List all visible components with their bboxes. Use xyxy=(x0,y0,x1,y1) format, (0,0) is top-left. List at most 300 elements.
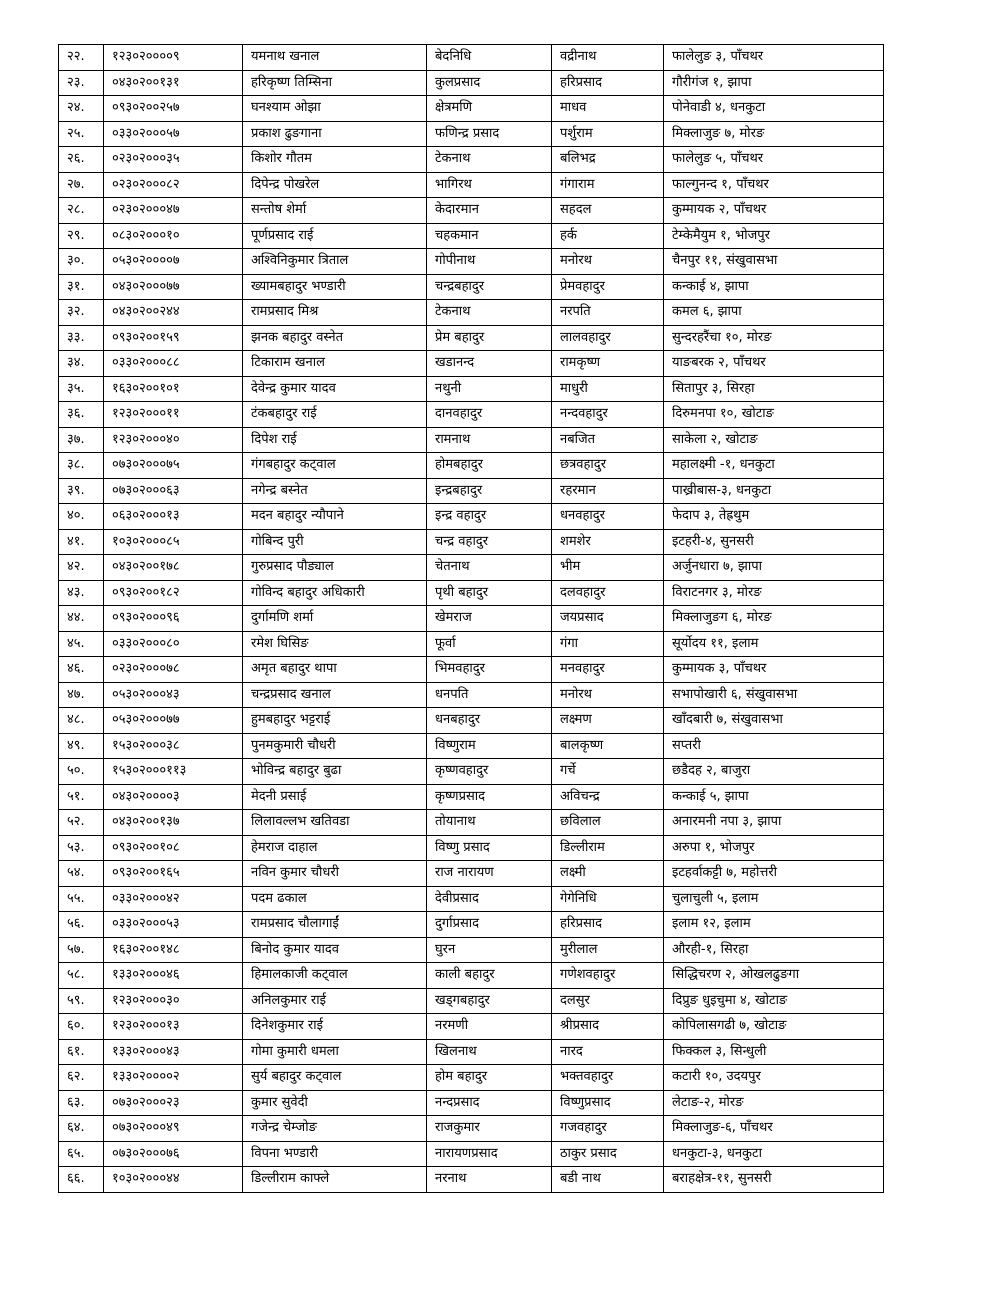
father-name-cell: चन्द्रबहादुर xyxy=(427,274,552,300)
serial-number-cell: ३१. xyxy=(59,274,104,300)
name-cell: किशोर गौतम xyxy=(243,147,427,173)
table-row xyxy=(59,172,884,198)
name-cell: भोविन्द्र बहादुर बुढा xyxy=(243,759,427,785)
registration-number-cell: ०४३०२००२४४ xyxy=(104,300,243,326)
serial-number-cell: ४५. xyxy=(59,631,104,657)
registration-number-cell: ०८३०२०००१० xyxy=(104,223,243,249)
grandfather-name-cell: रामकृष्ण xyxy=(552,351,664,377)
address-cell: पोनेवाडी ४, धनकुटा xyxy=(664,96,884,122)
father-name-cell: नन्दप्रसाद xyxy=(427,1090,552,1116)
father-name-cell: धनबहादुर xyxy=(427,708,552,734)
father-name-cell: काली बहादुर xyxy=(427,963,552,989)
name-cell: रामप्रसाद मिश्र xyxy=(243,300,427,326)
father-name-cell: दुर्गाप्रसाद xyxy=(427,912,552,938)
father-name-cell: टेकनाथ xyxy=(427,300,552,326)
registration-number-cell: ०३३०२०००५३ xyxy=(104,912,243,938)
grandfather-name-cell: लालवहादुर xyxy=(552,325,664,351)
grandfather-name-cell: बडी नाथ xyxy=(552,1167,664,1193)
serial-number-cell: २८. xyxy=(59,198,104,224)
grandfather-name-cell: मुरीलाल xyxy=(552,937,664,963)
name-cell: गुरुप्रसाद पौड्याल xyxy=(243,555,427,581)
name-cell: पदम ढकाल xyxy=(243,886,427,912)
address-cell: अर्जुनधारा ७, झापा xyxy=(664,555,884,581)
father-name-cell: क्षेत्रमणि xyxy=(427,96,552,122)
serial-number-cell: ६६. xyxy=(59,1167,104,1193)
serial-number-cell: २९. xyxy=(59,223,104,249)
address-cell: औरही-१, सिरहा xyxy=(664,937,884,963)
grandfather-name-cell: माधव xyxy=(552,96,664,122)
serial-number-cell: ६५. xyxy=(59,1141,104,1167)
grandfather-name-cell: पर्शुराम xyxy=(552,121,664,147)
table-row xyxy=(59,861,884,887)
registration-number-cell: ०७३०२०००७६ xyxy=(104,1141,243,1167)
address-cell: पाख्रीबास-३, धनकुटा xyxy=(664,478,884,504)
grandfather-name-cell: लक्ष्मण xyxy=(552,708,664,734)
father-name-cell: पृथी बहादुर xyxy=(427,580,552,606)
grandfather-name-cell: शमशेर xyxy=(552,529,664,555)
registration-number-cell: १०३०२०००८५ xyxy=(104,529,243,555)
registration-number-cell: ०५३०२००००७ xyxy=(104,249,243,275)
grandfather-name-cell: नारद xyxy=(552,1039,664,1065)
name-cell: दिपेन्द्र पोखरेल xyxy=(243,172,427,198)
address-cell: मिक्लाजुङग ६, मोरङ xyxy=(664,606,884,632)
father-name-cell: दानवहादुर xyxy=(427,402,552,428)
table-row xyxy=(59,376,884,402)
grandfather-name-cell: गंगाराम xyxy=(552,172,664,198)
name-cell: देवेन्द्र कुमार यादव xyxy=(243,376,427,402)
name-cell: गोमा कुमारी धमला xyxy=(243,1039,427,1065)
grandfather-name-cell: लक्ष्मी xyxy=(552,861,664,887)
name-cell: हेमराज दाहाल xyxy=(243,835,427,861)
father-name-cell: देवीप्रसाद xyxy=(427,886,552,912)
address-cell: इटहरी-४, सुनसरी xyxy=(664,529,884,555)
name-cell: मेदनी प्रसाई xyxy=(243,784,427,810)
registration-number-cell: ०२३०२०००३५ xyxy=(104,147,243,173)
serial-number-cell: ५७. xyxy=(59,937,104,963)
address-cell: बराहक्षेत्र-११, सुनसरी xyxy=(664,1167,884,1193)
registration-number-cell: ०४३०२००१३१ xyxy=(104,70,243,96)
address-cell: सूर्योदय ११, इलाम xyxy=(664,631,884,657)
registration-number-cell: १२३०२००००९ xyxy=(104,45,243,71)
registration-number-cell: ०३३०२०००८८ xyxy=(104,351,243,377)
name-cell: अश्विनिकुमार त्रिताल xyxy=(243,249,427,275)
table-row xyxy=(59,631,884,657)
grandfather-name-cell: डिल्लीराम xyxy=(552,835,664,861)
table-row xyxy=(59,963,884,989)
registration-number-cell: ०३३०२०००५७ xyxy=(104,121,243,147)
serial-number-cell: २२. xyxy=(59,45,104,71)
registration-number-cell: ०३३०२०००८० xyxy=(104,631,243,657)
grandfather-name-cell: अविचन्द्र xyxy=(552,784,664,810)
table-row xyxy=(59,835,884,861)
serial-number-cell: ४९. xyxy=(59,733,104,759)
serial-number-cell: ४२. xyxy=(59,555,104,581)
serial-number-cell: ६०. xyxy=(59,1014,104,1040)
serial-number-cell: ६२. xyxy=(59,1065,104,1091)
address-cell: याङबरक २, पाँचथर xyxy=(664,351,884,377)
address-cell: कन्काई ४, झापा xyxy=(664,274,884,300)
grandfather-name-cell: ठाकुर प्रसाद xyxy=(552,1141,664,1167)
registration-number-cell: १३३०२००००२ xyxy=(104,1065,243,1091)
grandfather-name-cell: मनोरथ xyxy=(552,682,664,708)
registration-number-cell: १२३०२०००१३ xyxy=(104,1014,243,1040)
registration-number-cell: ०३३०२०००४२ xyxy=(104,886,243,912)
serial-number-cell: ५४. xyxy=(59,861,104,887)
table-row xyxy=(59,988,884,1014)
grandfather-name-cell: गणेशवहादुर xyxy=(552,963,664,989)
name-cell: अमृत बहादुर थापा xyxy=(243,657,427,683)
father-name-cell: भिमवहादुर xyxy=(427,657,552,683)
table-row xyxy=(59,1141,884,1167)
father-name-cell: विष्णु प्रसाद xyxy=(427,835,552,861)
table-row xyxy=(59,96,884,122)
serial-number-cell: ५६. xyxy=(59,912,104,938)
grandfather-name-cell: हरिप्रसाद xyxy=(552,70,664,96)
serial-number-cell: ४७. xyxy=(59,682,104,708)
father-name-cell: होमबहादुर xyxy=(427,453,552,479)
name-cell: कुमार सुवेदी xyxy=(243,1090,427,1116)
registration-number-cell: १२३०२०००११ xyxy=(104,402,243,428)
serial-number-cell: ४८. xyxy=(59,708,104,734)
registration-number-cell: १२३०२०००४० xyxy=(104,427,243,453)
serial-number-cell: ५०. xyxy=(59,759,104,785)
address-cell: कुम्मायक ३, पाँचथर xyxy=(664,657,884,683)
registration-number-cell: ०२३०२०००७८ xyxy=(104,657,243,683)
address-cell: टेम्केमैयुम १, भोजपुर xyxy=(664,223,884,249)
father-name-cell: इन्द्र वहादुर xyxy=(427,504,552,530)
name-cell: बिनोद कुमार यादव xyxy=(243,937,427,963)
table-row xyxy=(59,274,884,300)
table-row xyxy=(59,70,884,96)
table-row xyxy=(59,1116,884,1142)
table-row xyxy=(59,657,884,683)
serial-number-cell: ४१. xyxy=(59,529,104,555)
grandfather-name-cell: हरिप्रसाद xyxy=(552,912,664,938)
address-cell: फालेलुङ ५, पाँचथर xyxy=(664,147,884,173)
father-name-cell: इन्द्रबहादुर xyxy=(427,478,552,504)
father-name-cell: गोपीनाथ xyxy=(427,249,552,275)
serial-number-cell: ४४. xyxy=(59,606,104,632)
table-row xyxy=(59,300,884,326)
grandfather-name-cell: नबजित xyxy=(552,427,664,453)
table-row xyxy=(59,1065,884,1091)
name-cell: नगेन्द्र बस्नेत xyxy=(243,478,427,504)
address-cell: इटहर्वाकट्टी ७, महोत्तरी xyxy=(664,861,884,887)
grandfather-name-cell: माधुरी xyxy=(552,376,664,402)
address-cell: गौरीगंज १, झापा xyxy=(664,70,884,96)
registration-number-cell: ०९३०२००१५९ xyxy=(104,325,243,351)
grandfather-name-cell: गर्चे xyxy=(552,759,664,785)
address-cell: कुम्मायक २, पाँचथर xyxy=(664,198,884,224)
address-cell: छडैदह २, बाजुरा xyxy=(664,759,884,785)
table-row xyxy=(59,733,884,759)
address-cell: दिप्रुङ धुइचुमा ४, खोटाङ xyxy=(664,988,884,1014)
father-name-cell: धनपति xyxy=(427,682,552,708)
table-row xyxy=(59,351,884,377)
address-cell: लेटाङ-२, मोरङ xyxy=(664,1090,884,1116)
registration-number-cell: १३३०२०००४६ xyxy=(104,963,243,989)
serial-number-cell: ५३. xyxy=(59,835,104,861)
table-row xyxy=(59,708,884,734)
grandfather-name-cell: नरपति xyxy=(552,300,664,326)
serial-number-cell: ३७. xyxy=(59,427,104,453)
table-row xyxy=(59,555,884,581)
serial-number-cell: ३८. xyxy=(59,453,104,479)
serial-number-cell: २६. xyxy=(59,147,104,173)
address-cell: सितापुर ३, सिरहा xyxy=(664,376,884,402)
grandfather-name-cell: सहदल xyxy=(552,198,664,224)
address-cell: फालेलुङ ३, पाँचथर xyxy=(664,45,884,71)
registration-number-cell: १६३०२००१४८ xyxy=(104,937,243,963)
table-body xyxy=(59,45,884,1193)
table-row xyxy=(59,147,884,173)
registration-number-cell: ०२३०२०००८२ xyxy=(104,172,243,198)
grandfather-name-cell: गजवहादुर xyxy=(552,1116,664,1142)
name-cell: पूर्णप्रसाद राई xyxy=(243,223,427,249)
address-cell: धनकुटा-३, धनकुटा xyxy=(664,1141,884,1167)
serial-number-cell: २५. xyxy=(59,121,104,147)
father-name-cell: चन्द्र वहादुर xyxy=(427,529,552,555)
registration-number-cell: १५३०२०००११३ xyxy=(104,759,243,785)
grandfather-name-cell: नन्दवहादुर xyxy=(552,402,664,428)
grandfather-name-cell: मनोरथ xyxy=(552,249,664,275)
father-name-cell: टेकनाथ xyxy=(427,147,552,173)
grandfather-name-cell: बालकृष्ण xyxy=(552,733,664,759)
father-name-cell: कृष्णप्रसाद xyxy=(427,784,552,810)
name-cell: गजेन्द्र चेम्जोङ xyxy=(243,1116,427,1142)
registration-number-cell: ०४३०२०००७७ xyxy=(104,274,243,300)
name-cell: लिलावल्लभ खतिवडा xyxy=(243,810,427,836)
address-cell: सुन्दरहरैंचा १०, मोरङ xyxy=(664,325,884,351)
registration-number-cell: १३३०२०००४३ xyxy=(104,1039,243,1065)
registration-number-cell: ०४३०२००१७८ xyxy=(104,555,243,581)
father-name-cell: तोयानाथ xyxy=(427,810,552,836)
registration-number-cell: ०९३०२००१०८ xyxy=(104,835,243,861)
name-cell: झनक बहादुर वस्नेत xyxy=(243,325,427,351)
name-cell: हुमबहादुर भट्टराई xyxy=(243,708,427,734)
serial-number-cell: ३०. xyxy=(59,249,104,275)
father-name-cell: खड्गबहादुर xyxy=(427,988,552,1014)
registration-number-cell: ०९३०२००१६५ xyxy=(104,861,243,887)
table-row xyxy=(59,784,884,810)
address-cell: कमल ६, झापा xyxy=(664,300,884,326)
name-cell: गोविन्द बहादुर अधिकारी xyxy=(243,580,427,606)
table-row xyxy=(59,886,884,912)
address-cell: मिक्लाजुङ ७, मोरङ xyxy=(664,121,884,147)
address-cell: अरुपा १, भोजपुर xyxy=(664,835,884,861)
table-row xyxy=(59,529,884,555)
father-name-cell: नरमणी xyxy=(427,1014,552,1040)
father-name-cell: प्रेम बहादुर xyxy=(427,325,552,351)
serial-number-cell: ५२. xyxy=(59,810,104,836)
name-cell: घनश्याम ओझा xyxy=(243,96,427,122)
address-cell: सिद्धिचरण २, ओखलढुङगा xyxy=(664,963,884,989)
address-cell: फाल्गुनन्द १, पाँचथर xyxy=(664,172,884,198)
registration-number-cell: ०७३०२०००२३ xyxy=(104,1090,243,1116)
serial-number-cell: ३६. xyxy=(59,402,104,428)
address-cell: फिक्कल ३, सिन्धुली xyxy=(664,1039,884,1065)
table-row xyxy=(59,682,884,708)
serial-number-cell: ३३. xyxy=(59,325,104,351)
father-name-cell: बेदनिधि xyxy=(427,45,552,71)
name-cell: यमनाथ खनाल xyxy=(243,45,427,71)
table-row xyxy=(59,580,884,606)
registration-number-cell: १६३०२००१०१ xyxy=(104,376,243,402)
name-cell: गोबिन्द पुरी xyxy=(243,529,427,555)
grandfather-name-cell: धनवहादुर xyxy=(552,504,664,530)
grandfather-name-cell: दलसुर xyxy=(552,988,664,1014)
registration-number-cell: ०४३०२००००३ xyxy=(104,784,243,810)
grandfather-name-cell: हर्क xyxy=(552,223,664,249)
table-row xyxy=(59,606,884,632)
address-cell: मिक्लाजुङ-६, पाँचथर xyxy=(664,1116,884,1142)
registration-number-cell: ०९३०२०००९६ xyxy=(104,606,243,632)
father-name-cell: फणिन्द्र प्रसाद xyxy=(427,121,552,147)
address-cell: चैनपुर ११, संखुवासभा xyxy=(664,249,884,275)
registration-number-cell: ०५३०२०००४३ xyxy=(104,682,243,708)
table-row xyxy=(59,1167,884,1193)
registration-number-cell: १५३०२०००३८ xyxy=(104,733,243,759)
father-name-cell: नरनाथ xyxy=(427,1167,552,1193)
grandfather-name-cell: बलिभद्र xyxy=(552,147,664,173)
name-cell: सन्तोष शेर्मा xyxy=(243,198,427,224)
serial-number-cell: ५५. xyxy=(59,886,104,912)
grandfather-name-cell: दलवहादुर xyxy=(552,580,664,606)
table-row xyxy=(59,223,884,249)
table-row xyxy=(59,121,884,147)
serial-number-cell: ४०. xyxy=(59,504,104,530)
name-cell: अनिलकुमार राई xyxy=(243,988,427,1014)
table-row xyxy=(59,45,884,71)
grandfather-name-cell: जयप्रसाद xyxy=(552,606,664,632)
registration-number-cell: १२३०२०००३० xyxy=(104,988,243,1014)
table-row xyxy=(59,249,884,275)
table-row xyxy=(59,810,884,836)
serial-number-cell: ५१. xyxy=(59,784,104,810)
grandfather-name-cell: रहरमान xyxy=(552,478,664,504)
father-name-cell: कृष्णवहादुर xyxy=(427,759,552,785)
name-cell: हरिकृष्ण तिम्सिना xyxy=(243,70,427,96)
address-cell: दिरुमनपा १०, खोटाङ xyxy=(664,402,884,428)
address-cell: कटारी १०, उदयपुर xyxy=(664,1065,884,1091)
candidate-table xyxy=(58,44,884,1193)
father-name-cell: खिलनाथ xyxy=(427,1039,552,1065)
table-row xyxy=(59,427,884,453)
name-cell: मदन बहादुर न्यौपाने xyxy=(243,504,427,530)
serial-number-cell: ३९. xyxy=(59,478,104,504)
serial-number-cell: २७. xyxy=(59,172,104,198)
address-cell: चुलाचुली ५, इलाम xyxy=(664,886,884,912)
father-name-cell: घुरन xyxy=(427,937,552,963)
name-cell: टिकाराम खनाल xyxy=(243,351,427,377)
table-row xyxy=(59,478,884,504)
serial-number-cell: ६३. xyxy=(59,1090,104,1116)
name-cell: पुनमकुमारी चौधरी xyxy=(243,733,427,759)
serial-number-cell: २३. xyxy=(59,70,104,96)
address-cell: साकेला २, खोटाङ xyxy=(664,427,884,453)
name-cell: रमेश घिसिङ xyxy=(243,631,427,657)
serial-number-cell: ३४. xyxy=(59,351,104,377)
serial-number-cell: ६१. xyxy=(59,1039,104,1065)
name-cell: टंकबहादुर राई xyxy=(243,402,427,428)
name-cell: विपना भण्डारी xyxy=(243,1141,427,1167)
table-row xyxy=(59,912,884,938)
grandfather-name-cell: भीम xyxy=(552,555,664,581)
registration-number-cell: ०५३०२०००७७ xyxy=(104,708,243,734)
serial-number-cell: ६४. xyxy=(59,1116,104,1142)
grandfather-name-cell: वद्रीनाथ xyxy=(552,45,664,71)
serial-number-cell: ४३. xyxy=(59,580,104,606)
name-cell: दुर्गामणि शर्मा xyxy=(243,606,427,632)
name-cell: रामप्रसाद चौलागाईं xyxy=(243,912,427,938)
father-name-cell: राज नारायण xyxy=(427,861,552,887)
table-row xyxy=(59,504,884,530)
registration-number-cell: ०७३०२०००४९ xyxy=(104,1116,243,1142)
name-cell: ख्यामबहादुर भण्डारी xyxy=(243,274,427,300)
grandfather-name-cell: मनवहादुर xyxy=(552,657,664,683)
father-name-cell: विष्णुराम xyxy=(427,733,552,759)
name-cell: सुर्य बहादुर कट्वाल xyxy=(243,1065,427,1091)
address-cell: फेदाप ३, तेह्रथुम xyxy=(664,504,884,530)
serial-number-cell: ५९. xyxy=(59,988,104,1014)
registration-number-cell: ०४३०२००१३७ xyxy=(104,810,243,836)
father-name-cell: केदारमान xyxy=(427,198,552,224)
address-cell: इलाम १२, इलाम xyxy=(664,912,884,938)
table-row xyxy=(59,937,884,963)
grandfather-name-cell: छत्रवहादुर xyxy=(552,453,664,479)
father-name-cell: राजकुमार xyxy=(427,1116,552,1142)
registration-number-cell: ०९३०२००२५७ xyxy=(104,96,243,122)
father-name-cell: फूर्वा xyxy=(427,631,552,657)
father-name-cell: नारायणप्रसाद xyxy=(427,1141,552,1167)
name-cell: दिनेशकुमार राई xyxy=(243,1014,427,1040)
registration-number-cell: ०९३०२००१८२ xyxy=(104,580,243,606)
table-row xyxy=(59,325,884,351)
address-cell: विराटनगर ३, मोरङ xyxy=(664,580,884,606)
address-cell: सभापोखारी ६, संखुवासभा xyxy=(664,682,884,708)
serial-number-cell: ५८. xyxy=(59,963,104,989)
father-name-cell: चहकमान xyxy=(427,223,552,249)
father-name-cell: खडानन्द xyxy=(427,351,552,377)
table-row xyxy=(59,1014,884,1040)
serial-number-cell: ४६. xyxy=(59,657,104,683)
name-cell: चन्द्रप्रसाद खनाल xyxy=(243,682,427,708)
grandfather-name-cell: श्रीप्रसाद xyxy=(552,1014,664,1040)
serial-number-cell: ३२. xyxy=(59,300,104,326)
address-cell: खाँदबारी ७, संखुवासभा xyxy=(664,708,884,734)
name-cell: गंगबहादुर कट्वाल xyxy=(243,453,427,479)
name-cell: प्रकाश ढुङगाना xyxy=(243,121,427,147)
father-name-cell: होम बहादुर xyxy=(427,1065,552,1091)
name-cell: डिल्लीराम काफ्ले xyxy=(243,1167,427,1193)
registration-number-cell: ०७३०२०००७५ xyxy=(104,453,243,479)
address-cell: महालक्ष्मी -१, धनकुटा xyxy=(664,453,884,479)
table-row xyxy=(59,198,884,224)
address-cell: सप्तरी xyxy=(664,733,884,759)
grandfather-name-cell: प्रेमवहादुर xyxy=(552,274,664,300)
registration-number-cell: ०२३०२०००४७ xyxy=(104,198,243,224)
table-row xyxy=(59,1039,884,1065)
grandfather-name-cell: गेगेनिधि xyxy=(552,886,664,912)
name-cell: हिमालकाजी कट्वाल xyxy=(243,963,427,989)
table-row xyxy=(59,1090,884,1116)
grandfather-name-cell: गंगा xyxy=(552,631,664,657)
father-name-cell: खेमराज xyxy=(427,606,552,632)
serial-number-cell: ३५. xyxy=(59,376,104,402)
address-cell: अनारमनी नपा ३, झापा xyxy=(664,810,884,836)
name-cell: नविन कुमार चौधरी xyxy=(243,861,427,887)
serial-number-cell: २४. xyxy=(59,96,104,122)
